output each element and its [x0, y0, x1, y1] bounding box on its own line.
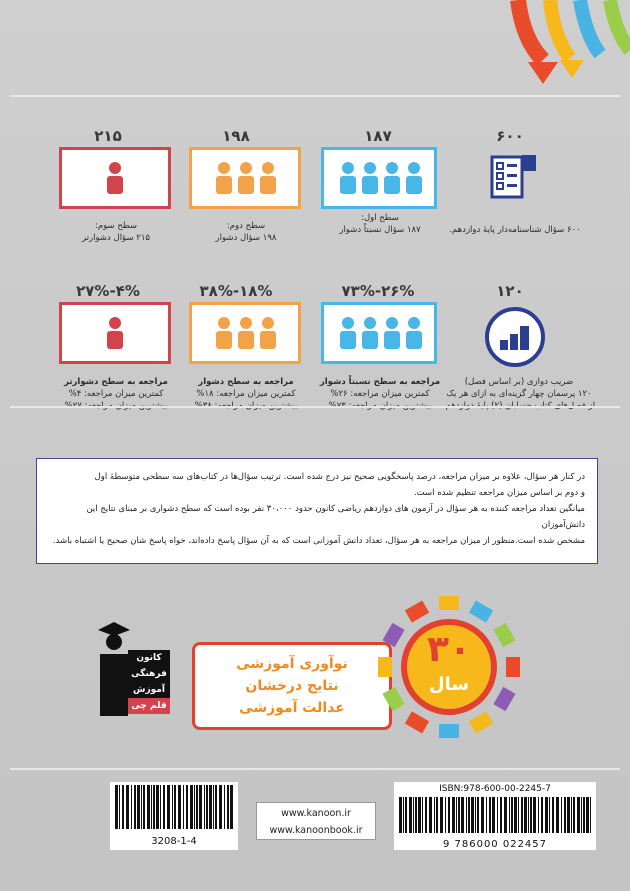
student-red-icon-2: [97, 313, 133, 353]
brand-line-4: قلم چی: [128, 698, 170, 714]
ref-level3-card: [59, 302, 171, 364]
stat-18-38-number: ۱۸%-۳۸%: [199, 282, 273, 300]
stat-187-number: ۱۸۷: [364, 127, 392, 145]
stat-4-27-number: ۴%-۲۷%: [76, 282, 140, 300]
isbn-barcode: [394, 782, 596, 850]
slogan-line-3: عدالت آموزشی: [239, 700, 345, 716]
caption-4-27: مراجعه به سطح دشوارتر کمترین میزان مراجعه: ۴%: [64, 377, 168, 399]
info-line-3: میانگین تعداد مراجعه کننده به هر سؤال در آزمون های دوازدهم ریاضی کانون حدود ۳۰،۰۰۰ نفر بوده است که سطح دشواری بر مبنای نتایج این دانش‌آموزان: [86, 504, 585, 530]
bar-chart-icon: [482, 304, 548, 370]
decorative-arcs: [488, 0, 630, 90]
student-red-icon: [97, 158, 133, 198]
slogan-banner: [192, 642, 392, 730]
isbn-label: ISBN:978-600-00-2245-7: [439, 784, 551, 794]
isbn-digits: 9 786000 022457: [442, 839, 548, 850]
caption-120: ضریب دوازی (بر اساس فصل) ۱۲۰ پرسمان چهار گزینه‌ای به ازای هر یک: [446, 377, 592, 399]
caption-600: ۶۰۰ سؤال شناسنامه‌دار پایهٔ دوازدهم.: [449, 225, 581, 235]
info-line-1: در کنار هر سؤال، علاوه بر میزان مراجعه، درصد پاسخگویی صحیح نیز درج شده است. ترتیب سؤال‌ها در کتاب‌های سه سطحی متوسطهٔ اول: [94, 472, 585, 482]
students-orange-icon-2: [210, 313, 280, 353]
info-box: [36, 458, 598, 564]
ref-level2-card: [189, 302, 301, 364]
students-blue-icon-2: [334, 313, 424, 353]
product-barcode-digits: 3208-1-4: [151, 836, 197, 847]
slogan-line-1: نوآوری آموزشی: [236, 656, 348, 672]
stat-120-number: ۱۲۰: [496, 282, 524, 300]
divider-middle: [10, 406, 620, 408]
website-url-2[interactable]: www.kanoonbook.ir: [269, 825, 363, 836]
info-line-2: و دوم بر اساس میزان مراجعه تنظیم شده است.: [413, 488, 585, 498]
info-line-4: مشخص شده است.منظور از میزان مراجعه به هر سؤال، تعداد دانش آموزانی است که به آن سؤال پاسخ داده‌اند، خواه پاسخ شان صحیح یا اشتباه باشد.: [52, 536, 585, 546]
brand-line-3: آموزش: [133, 685, 165, 695]
questionnaire-icon: [486, 147, 546, 207]
isbn-bars: [395, 795, 595, 835]
ref-level1-card: [321, 302, 437, 364]
website-box: [256, 802, 376, 840]
anniversary-badge: [376, 594, 522, 740]
caption-215: سطح سوم: ۲۱۵ سؤال دشوارتر: [82, 221, 150, 243]
product-barcode: [110, 782, 238, 850]
caption-187: سطح اول: ۱۸۷ سؤال نسبتاً دشوار: [339, 213, 421, 235]
divider-bottom: [10, 768, 620, 770]
product-bars: [111, 783, 237, 831]
brand-line-1: کانون: [136, 653, 162, 663]
kanoon-logo: [94, 620, 172, 730]
slogan-line-2: نتایج درخشان: [245, 678, 339, 694]
level2-card: [189, 147, 301, 209]
stat-600-number: ۶۰۰: [496, 127, 524, 145]
website-url-1[interactable]: www.kanoon.ir: [281, 808, 351, 819]
anniversary-word: سال: [428, 674, 470, 695]
students-blue-icon: [334, 158, 424, 198]
anniversary-number: ۳۰: [427, 629, 471, 670]
students-orange-icon: [210, 158, 280, 198]
caption-198: سطح دوم: ۱۹۸ سؤال دشوار: [215, 221, 277, 243]
divider-top: [10, 95, 620, 97]
caption-18-38: مراجعه به سطح دشوار کمترین میزان مراجعه: ۱۸%: [196, 377, 296, 399]
stat-26-73-number: ۲۶%-۷۳%: [341, 282, 415, 300]
stat-198-number: ۱۹۸: [222, 127, 250, 145]
stat-215-number: ۲۱۵: [94, 127, 122, 145]
brand-line-2: فرهنگی: [131, 669, 167, 679]
level1-card: [321, 147, 437, 209]
caption-26-73: مراجعه به سطح نسبتاً دشوار کمترین میزان مراجعه: ۲۶%: [319, 377, 441, 399]
level3-card: [59, 147, 171, 209]
